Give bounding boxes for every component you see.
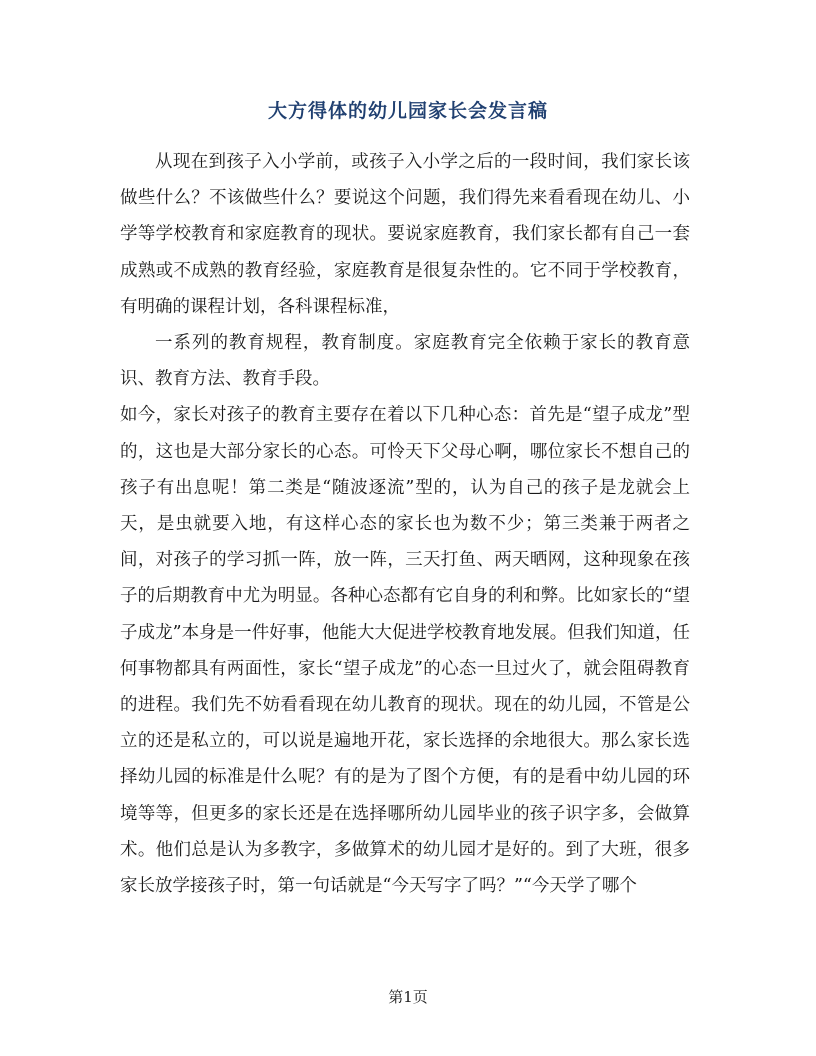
paragraph-1: 从现在到孩子入小学前，或孩子入小学之后的一段时间，我们家长该做些什么？不该做些什么？要说这个问题，我们得先来看看现在幼儿、小学等学校教育和家庭教育的现状。要说家庭教育，我们家长都有自己一套成熟或不成熟的教育经验，家庭教育是很复杂性的。它不同于学校教育，有明确的课程计划，各科课程标准， <box>120 152 690 317</box>
page-number: 第1页 <box>388 988 428 1006</box>
paragraph-2: 一系列的教育规程，教育制度。家庭教育完全依赖于家长的教育意识、教育方法、教育手段。 <box>120 333 690 390</box>
document-title: 大方得体的幼儿园家长会发言稿 <box>267 100 548 122</box>
paragraph-3: 如今，家长对孩子的教育主要存在着以下几种心态：首先是“望子成龙”型的，这也是大部分家长的心态。可怜天下父母心啊，哪位家长不想自己的孩子有出息呢！第二类是“随波逐流”型的，认为自己的孩子是龙就会上天，是虫就要入地，有这样心态的家长也为数不少；第三类兼于两者之间，对孩子的学习抓一阵，放一阵，三天打鱼、两天晒网，这种现象在孩子的后期教育中尤为明显。各种心态都有它自身的利和弊。比如家长的“望子成龙”本身是一件好事，他能大大促进学校教育地发展。但我们知道，任何事物都具有两面性，家长“望子成龙”的心态一旦过火了，就会阻碍教育的进程。我们先不妨看看现在幼儿教育的现状。现在的幼儿园，不管是公立的还是私立的，可以说是遍地开花，家长选择的余地很大。那么家长选择幼儿园的标准是什么呢？有的是为了图个方便，有的是看中幼儿园的环境等等，但更多的家长还是在选择哪所幼儿园毕业的孩子识字多，会做算术。他们总是认为多教字，多做算术的幼儿园才是好的。到了大班，很多家长放学接孩子时，第一句话就是“今天写字了吗？”“今天学了哪个 <box>120 405 690 897</box>
document-body <box>120 144 690 904</box>
